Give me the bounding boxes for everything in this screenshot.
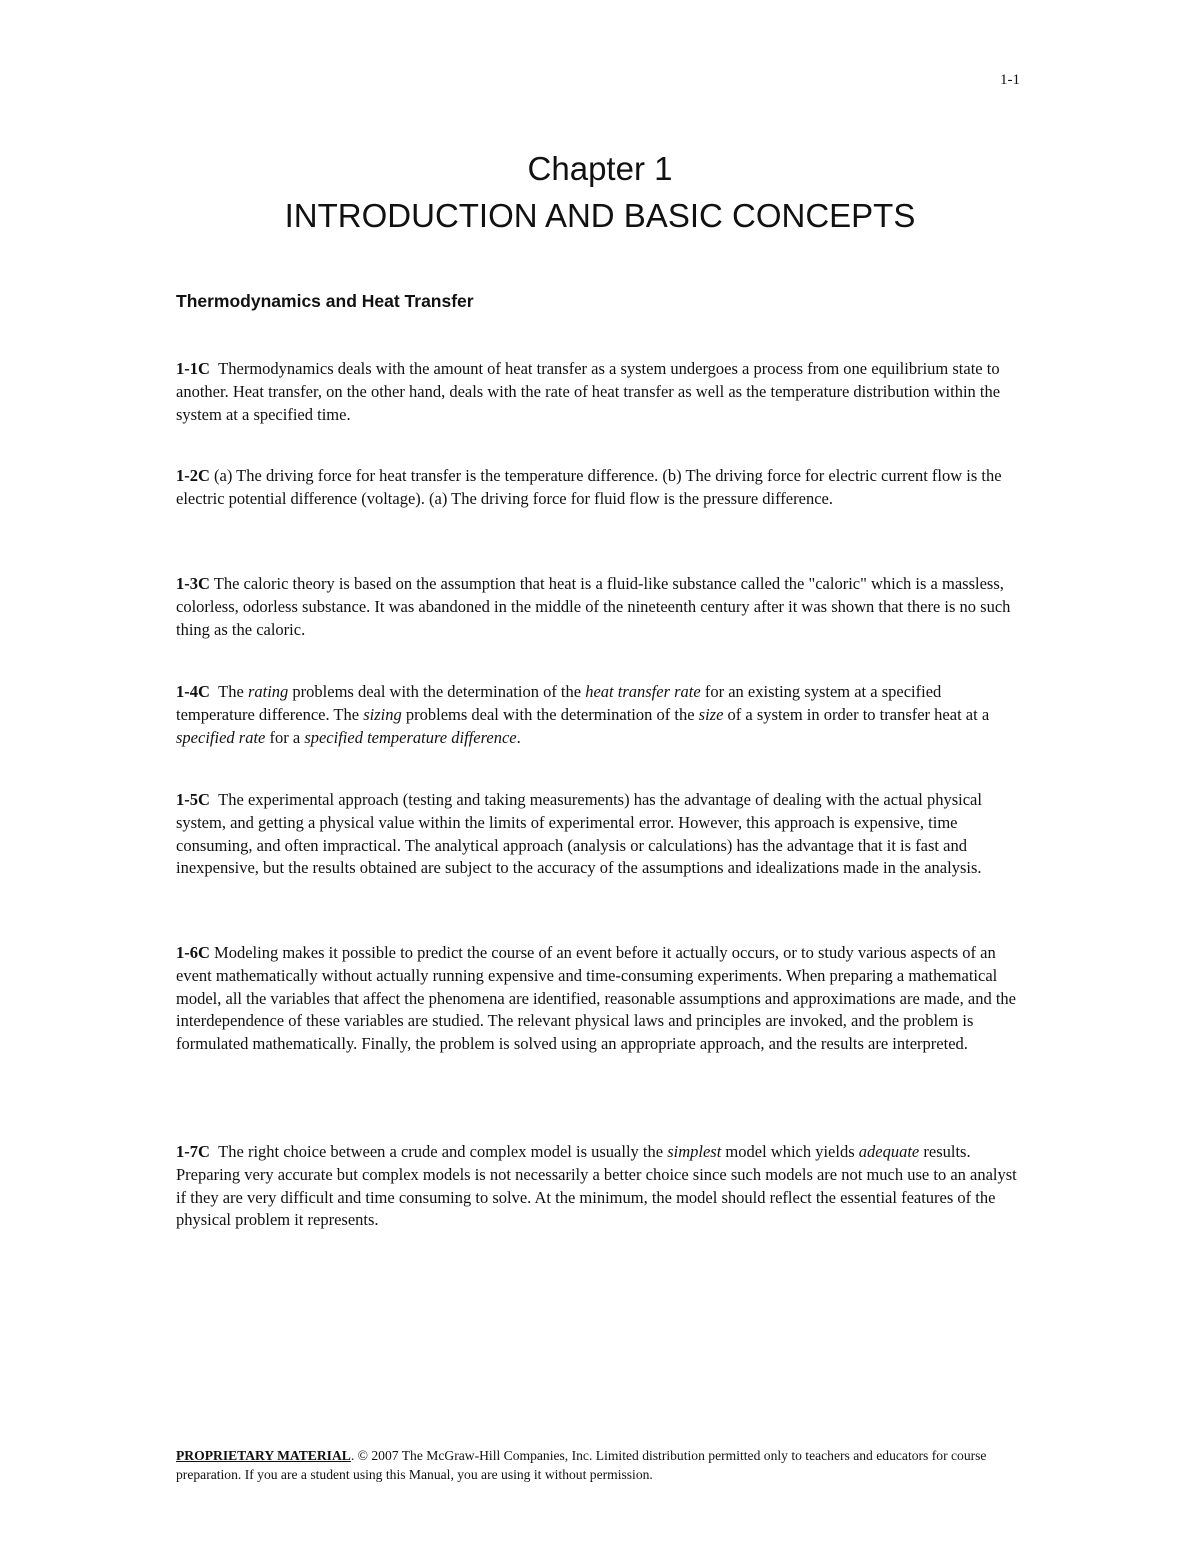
text-segment: problems deal with the determination of the (401, 704, 699, 724)
problem-id: 1-2C (176, 466, 210, 485)
emphasis-text: adequate (858, 1142, 920, 1161)
text-segment: The (218, 682, 248, 701)
text-segment: The right choice between a crude and complex model is usually the (218, 1142, 668, 1161)
problem-1-5c (176, 789, 1024, 880)
problem-id: 1-6C (176, 943, 210, 962)
problem-text (176, 1142, 1017, 1229)
emphasis-text: size (698, 704, 724, 724)
problem-text (176, 682, 989, 747)
problem-id: 1-4C (176, 682, 210, 701)
problem-1-1c (176, 358, 1024, 426)
problem-id: 1-7C (176, 1142, 210, 1161)
copyright-text: . © 2007 The McGraw-Hill Companies, Inc. Limited distribution permitted only to teachers and educators for course preparation. If you are a student using this Manual, you are using it without permission. (176, 1448, 987, 1482)
section-heading: Thermodynamics and Heat Transfer (176, 291, 474, 311)
proprietary-label: PROPRIETARY MATERIAL (176, 1448, 351, 1463)
text-segment: problems deal with the determination of the (288, 682, 586, 701)
problem-1-7c (176, 1141, 1024, 1232)
emphasis-text: specified rate (176, 727, 266, 747)
text-segment: for an existing system at a specified temperature difference. The (176, 682, 942, 724)
emphasis-text: sizing (363, 704, 402, 724)
problem-id: 1-5C (176, 790, 210, 809)
problem-text: Thermodynamics deals with the amount of heat transfer as a system undergoes a process from one equilibrium state to another. Heat transfer, on the other hand, deals with the rate of heat transfer as well as the temperature distribution within the system at a specified time. (176, 359, 1001, 424)
text-segment: results. Preparing very accurate but complex models is not necessarily a better choice since such models are not much use to an analyst if they are very difficult and time consuming to solve. At the minimum, the model should reflect the essential features of the physical problem it represents. (176, 1142, 1017, 1230)
text-segment: . (516, 727, 521, 747)
problem-text: The caloric theory is based on the assumption that heat is a fluid-like substance called the "caloric" which is a massless, colorless, odorless substance. It was abandoned in the middle of the nineteenth century after it was shown that there is no such thing as the caloric. (176, 574, 1011, 639)
problem-1-4c (176, 681, 1024, 749)
copyright-footer (176, 1447, 1024, 1484)
problem-text: Modeling makes it possible to predict the course of an event before it actually occurs, or to study various aspects of an event mathematically without actually running expensive and time-consuming experiments. When preparing a mathematical model, all the variables that affect the phenomena are identified, reasonable assumptions and approximations are made, and the interdependence of these variables are studied. The relevant physical laws and principles are invoked, and the problem is formulated mathematically. Finally, the problem is solved using an appropriate approach, and the results are interpreted. (176, 943, 1016, 1054)
problem-1-6c (176, 942, 1024, 1056)
emphasis-text: simplest (667, 1142, 722, 1161)
problem-1-3c (176, 573, 1024, 641)
emphasis-text: heat transfer rate (585, 682, 701, 701)
emphasis-text: rating (247, 682, 289, 701)
problem-text: The experimental approach (testing and taking measurements) has the advantage of dealing with the actual physical system, and getting a physical value within the limits of experimental error. However, this approach is expensive, time consuming, and often impractical. The analytical approach (analysis or calculations) has the advantage that it is fast and inexpensive, but the results obtained are subject to the accuracy of the assumptions and idealizations made in the analysis. (176, 790, 982, 878)
problem-text: (a) The driving force for heat transfer is the temperature difference. (b) The driving force for electric current flow is the electric potential difference (voltage). (a) The driving force for fluid flow is the pressure difference. (176, 466, 1002, 508)
page-number: 1-1 (1000, 72, 1020, 88)
problem-id: 1-3C (176, 574, 210, 593)
problem-1-2c (176, 465, 1024, 511)
emphasis-text: specified temperature difference (304, 727, 517, 747)
chapter-title: INTRODUCTION AND BASIC CONCEPTS (284, 197, 916, 234)
text-segment: of a system in order to transfer heat at a (723, 704, 990, 724)
text-segment: model which yields (721, 1142, 859, 1161)
problem-id: 1-1C (176, 359, 210, 378)
chapter-heading (0, 145, 1200, 239)
chapter-number: Chapter 1 (527, 150, 673, 187)
text-segment: for a (265, 727, 305, 747)
